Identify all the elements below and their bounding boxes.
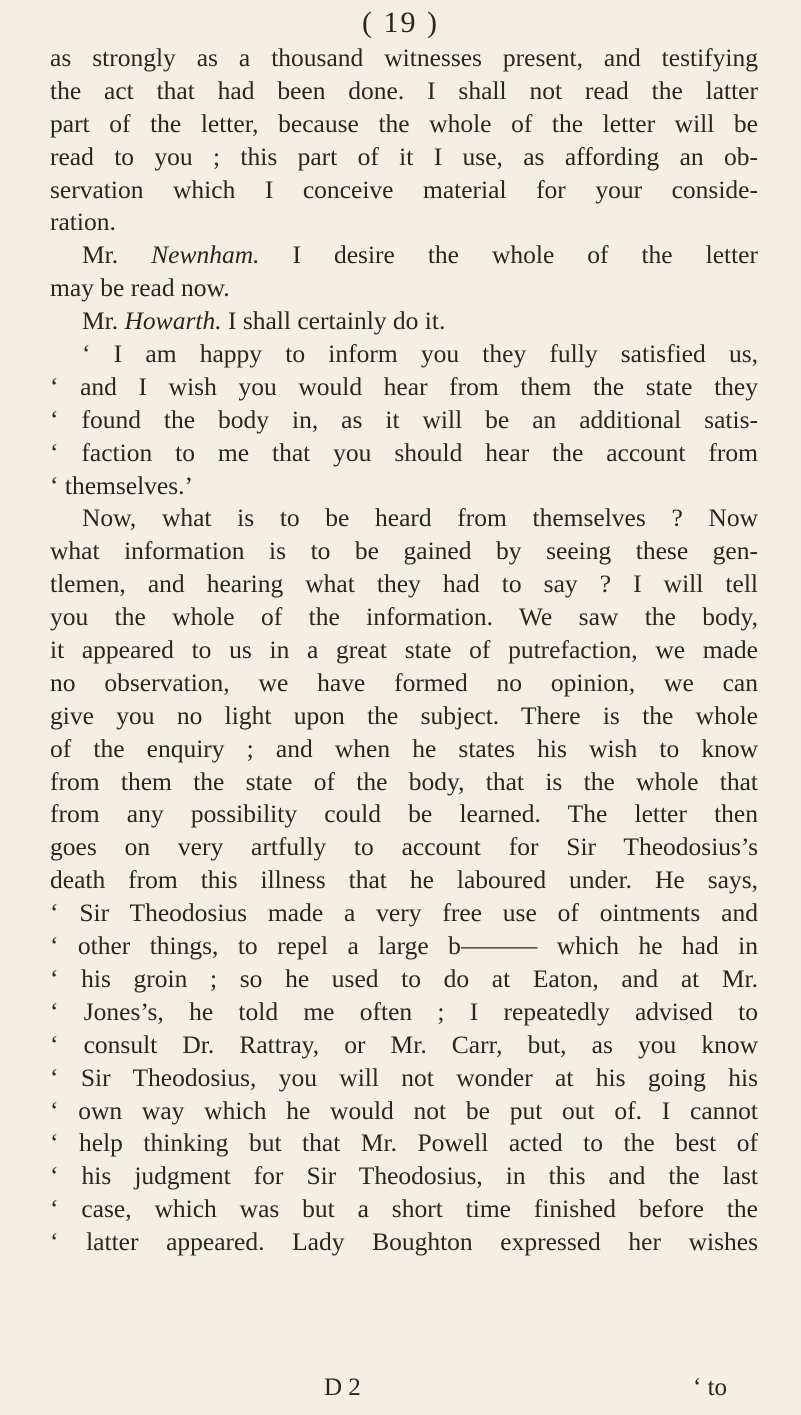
catchword: ‘ to <box>693 1374 728 1401</box>
text-line: what information is to be gained by seeing these gen- <box>50 536 758 566</box>
text-line: ‘ help thinking but that Mr. Powell acted to the best of <box>50 1128 758 1158</box>
text-line: ‘ and I wish you would hear from them the state they <box>50 371 758 401</box>
text-line: ‘ Sir Theodosius made a very free use of ointments and <box>50 898 758 928</box>
text-line: may be read now. <box>50 273 230 303</box>
text-line: give you no light upon the subject. There is the whole <box>50 700 758 730</box>
text-line: Mr. Newnham. I desire the whole of the letter <box>82 240 758 270</box>
signature-mark: D 2 <box>324 1374 361 1401</box>
text-line: ‘ Sir Theodosius, you will not wonder at his going his <box>50 1062 758 1092</box>
text-line: ‘ found the body in, as it will be an additional satis- <box>50 404 758 434</box>
text-line: part of the letter, because the whole of the letter will be <box>50 108 758 138</box>
text-line: ‘ latter appeared. Lady Boughton expressed her wishes <box>50 1227 758 1257</box>
text-line: servation which I conceive material for your conside- <box>50 174 758 204</box>
text-line: tlemen, and hearing what they had to say ? I will tell <box>50 569 758 599</box>
text-line: it appeared to us in a great state of putrefaction, we made <box>50 635 758 665</box>
text-line: no observation, we have formed no opinion, we can <box>50 667 758 697</box>
text-line: ‘ faction to me that you should hear the account from <box>50 437 758 467</box>
text-line: ‘ consult Dr. Rattray, or Mr. Carr, but, as you know <box>50 1029 758 1059</box>
text-line: of the enquiry ; and when he states his wish to know <box>50 733 758 763</box>
page-number: ( 19 ) <box>362 6 439 39</box>
text-line: ‘ his groin ; so he used to do at Eaton, and at Mr. <box>50 963 758 993</box>
text-line: from them the state of the body, that is the whole that <box>50 766 758 796</box>
text-line: death from this illness that he laboured under. He says, <box>50 865 758 895</box>
text-line: Mr. Howarth. I shall certainly do it. <box>82 306 446 336</box>
text-line: goes on very artfully to account for Sir Theodosius’s <box>50 832 758 862</box>
text-line: you the whole of the information. We saw the body, <box>50 602 758 632</box>
text-line: from any possibility could be learned. The letter then <box>50 799 758 829</box>
text-line: ‘ I am happy to inform you they fully satisfied us, <box>82 339 758 369</box>
text-line: ‘ his judgment for Sir Theodosius, in this and the last <box>50 1161 758 1191</box>
text-line: read to you ; this part of it I use, as affording an ob- <box>50 141 758 171</box>
text-line: as strongly as a thousand witnesses present, and testifying <box>50 43 758 72</box>
text-line: ‘ themselves.’ <box>50 470 194 500</box>
text-line: ‘ case, which was but a short time finished before the <box>50 1194 758 1224</box>
text-line: the act that had been done. I shall not read the latter <box>50 75 758 105</box>
text-line: ‘ Jones’s, he told me often ; I repeatedly advised to <box>50 996 758 1026</box>
text-line: ‘ own way which he would not be put out of. I cannot <box>50 1095 758 1125</box>
body-text <box>50 42 758 1259</box>
text-line: Now, what is to be heard from themselves ? Now <box>82 503 758 533</box>
text-line: ‘ other things, to repel a large b——— which he had in <box>50 931 758 961</box>
text-line: ration. <box>50 207 116 237</box>
